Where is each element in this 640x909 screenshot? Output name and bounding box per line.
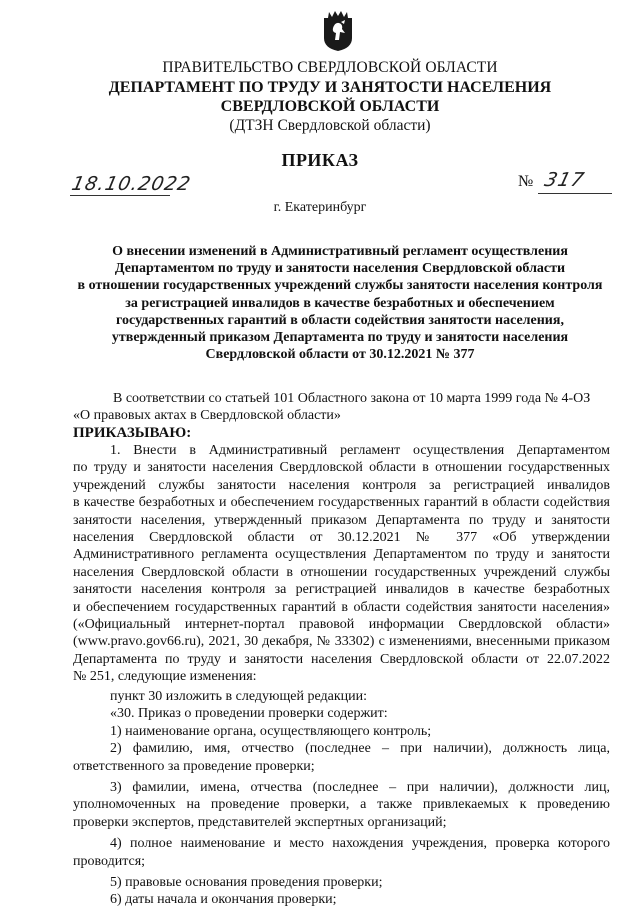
number-underline [538, 193, 612, 194]
document-type-title: ПРИКАЗ [281, 150, 359, 170]
point-30-item: ответственного за проведение проверки; [73, 758, 315, 774]
item-1-line: («Официальный интернет-портал правовой информации Свердловской области» [73, 617, 610, 633]
subject-line: за регистрацией инвалидов в качестве безработных и обеспечением [125, 295, 555, 311]
subject-line: государственных гарантий в области содействия занятости населения, [116, 312, 564, 328]
date-underline [70, 195, 170, 196]
preamble-line: «О правовых актах в Свердловской области» [73, 408, 341, 424]
point-30-item: 4) полное наименование и место нахождения учреждения, проверка которого [110, 836, 610, 852]
order-date: 18.10.2022 [69, 173, 194, 195]
item-1 [73, 442, 610, 686]
order-number: 317 [542, 169, 588, 191]
preamble-line: В соответствии со статьей 101 Областного закона от 10 марта 1999 года № 4-ОЗ [113, 391, 591, 406]
point-30-item: уполномоченных на проведение проверки, а также привлекаемых к проведению [73, 797, 610, 813]
point-30-item: 6) даты начала и окончания проверки; [110, 892, 337, 908]
item-1-line: № 251, следующие изменения: [73, 669, 257, 685]
point-30 [73, 688, 610, 909]
item-1-line: населения Свердловской области от 30.12.2021 № 377 «Об утверждении [73, 530, 610, 546]
point-30-item: 5) правовые основания проведения проверки; [110, 875, 383, 891]
item-1-line: Департамента по труду и занятости населения Свердловской области от 22.07.2022 [73, 651, 610, 667]
preamble [73, 390, 610, 442]
subject-line: Департаментом по труду и занятости населения Свердловской области [114, 261, 566, 277]
item-1-line: учреждений службы занятости населения контроля за регистрацией инвалидов [73, 477, 610, 493]
subject-line: Свердловской области от 30.12.2021 № 377 [205, 347, 475, 363]
point-30-lead: «30. Приказ о проведении проверки содержит: [110, 706, 388, 722]
item-1-line: по труду и занятости населения Свердловской области в отношении государственных [73, 460, 610, 476]
point-30-intro: пункт 30 изложить в следующей редакции: [110, 689, 367, 704]
subject-line: О внесении изменений в Административный регламент осуществления [112, 244, 568, 259]
item-1-line: Административного регламента осуществления Департаментом по труду и занятости [73, 547, 610, 563]
item-1-line: 1. Внести в Административный регламент осуществления Департаментом [110, 443, 610, 458]
order-word: ПРИКАЗЫВАЮ: [73, 424, 192, 441]
order-number-label: № [518, 173, 534, 190]
item-1-line: в качестве безработных и обеспечением государственных гарантий в области содействия [73, 495, 610, 511]
item-1-line: занятости населения, утвержденный приказом Департамента по труду и занятости [73, 512, 610, 528]
point-30-item: 1) наименование органа, осуществляющего контроль; [110, 723, 432, 739]
department-name: ДЕПАРТАМЕНТ ПО ТРУДУ И ЗАНЯТОСТИ НАСЕЛЕНИЯ [108, 79, 552, 96]
point-30-item: 3) фамилии, имена, отчества (последнее – при наличии), должности лиц, [110, 780, 610, 796]
city: г. Екатеринбург [273, 200, 367, 215]
subject-line: утвержденный приказом Департамента по труду и занятости населения [111, 330, 569, 346]
item-1-line: и обеспечением государственных гарантий в области содействия занятости населения» [73, 599, 610, 615]
item-1-line: (www.pravo.gov66.ru), 2021, 30 декабря, № 33302) с изменениями, внесенными приказом [73, 634, 610, 650]
department-name-line2: СВЕРДЛОВСКОЙ ОБЛАСТИ [220, 98, 440, 115]
item-1-line: населения Свердловской области в отношении государственных учреждений службы [73, 564, 610, 580]
point-30-item: проверки экспертов, представителей экспертных организаций; [73, 814, 447, 830]
point-30-item: 2) фамилию, имя, отчество (последнее – при наличии), должность лица, [110, 741, 610, 757]
point-30-item: проводится; [73, 853, 146, 869]
subject-line: в отношении государственных учреждений службы занятости населения контроля [77, 278, 603, 294]
government-name: ПРАВИТЕЛЬСТВО СВЕРДЛОВСКОЙ ОБЛАСТИ [162, 59, 498, 76]
order-subject [70, 243, 610, 363]
department-abbreviation: (ДТЗН Свердловской области) [229, 117, 431, 134]
coat-of-arms-emblem [321, 8, 355, 52]
item-1-line: занятости населения контроля за регистрацией инвалидов в качестве безработных [73, 582, 610, 598]
